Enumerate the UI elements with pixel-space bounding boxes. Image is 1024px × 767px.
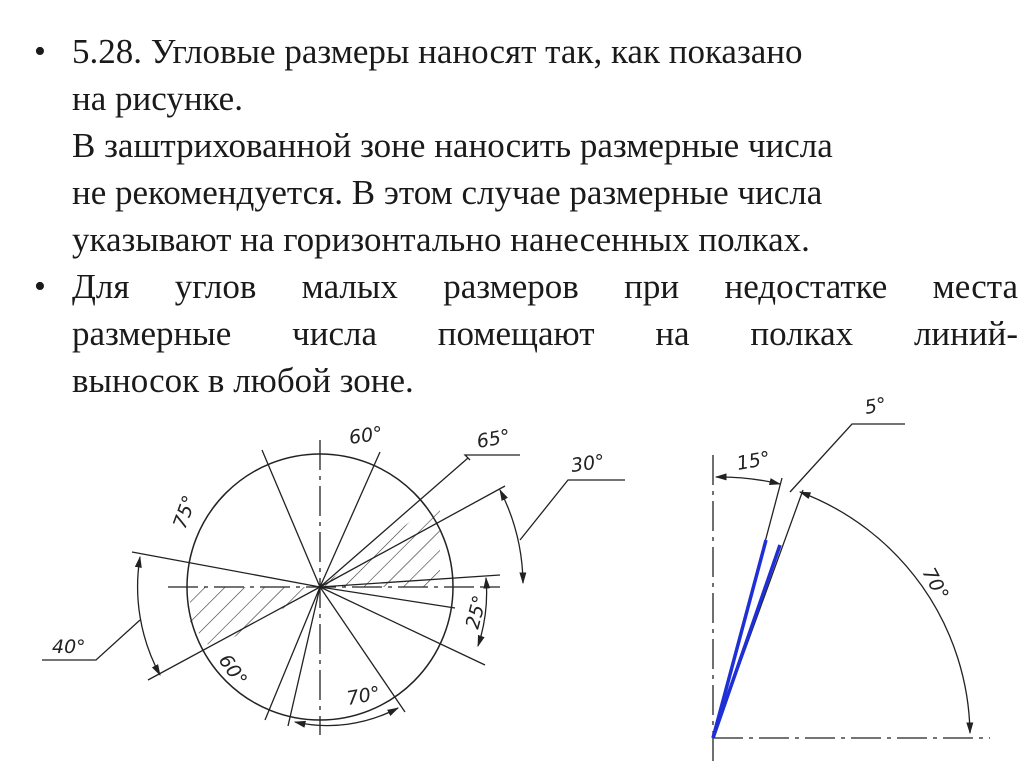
label-70-right: 70° bbox=[917, 564, 953, 605]
leader-5 bbox=[790, 424, 905, 492]
text-line: размерные числа помещают на полках линий- bbox=[72, 314, 1018, 353]
text-line: 5.28. Угловые размеры наносят так, как показано bbox=[72, 32, 803, 71]
label-40: 40° bbox=[52, 636, 86, 658]
dim-arc-30 bbox=[500, 490, 523, 583]
text-line: выносок в любой зоне. bbox=[72, 361, 414, 400]
label-70: 70° bbox=[345, 682, 383, 710]
text-line: на рисунке. bbox=[72, 79, 243, 118]
label-60-top: 60° bbox=[347, 422, 385, 449]
hatched-zone-upper bbox=[320, 500, 440, 587]
dim-arc-70-right bbox=[800, 492, 970, 733]
text-line: не рекомендуется. В этом случае размерные числа bbox=[72, 173, 823, 212]
right-figure-blue-lines bbox=[713, 540, 780, 738]
text-line: указывают на горизонтально нанесенных полках. bbox=[72, 220, 810, 259]
ray bbox=[262, 450, 320, 587]
label-60-bottom: 60° bbox=[213, 650, 252, 691]
leader-30 bbox=[520, 480, 625, 540]
left-angle-figure bbox=[42, 440, 625, 735]
blue-line-b bbox=[713, 545, 780, 738]
label-75: 75° bbox=[169, 492, 202, 532]
text-line: Для углов малых размеров при недостатке места bbox=[72, 267, 1018, 306]
ray bbox=[320, 587, 485, 665]
text-line: В заштрихованной зоне наносить размерные числа bbox=[72, 126, 833, 165]
blue-line-a bbox=[713, 540, 766, 738]
dim-arc-15 bbox=[716, 477, 780, 484]
ray bbox=[320, 587, 455, 608]
bullet-marker: • bbox=[34, 268, 46, 305]
right-figure-labels bbox=[735, 394, 953, 605]
label-30: 30° bbox=[569, 450, 607, 477]
leader-65 bbox=[465, 455, 520, 460]
ray bbox=[132, 552, 320, 587]
label-5: 5° bbox=[863, 393, 889, 419]
label-25: 25° bbox=[461, 593, 492, 632]
label-65: 65° bbox=[475, 425, 513, 453]
ray bbox=[288, 587, 320, 726]
bullet-marker: • bbox=[34, 33, 46, 70]
hatched-zone-lower bbox=[190, 587, 320, 650]
label-15: 15° bbox=[735, 447, 773, 475]
dim-arc-40 bbox=[138, 557, 160, 675]
